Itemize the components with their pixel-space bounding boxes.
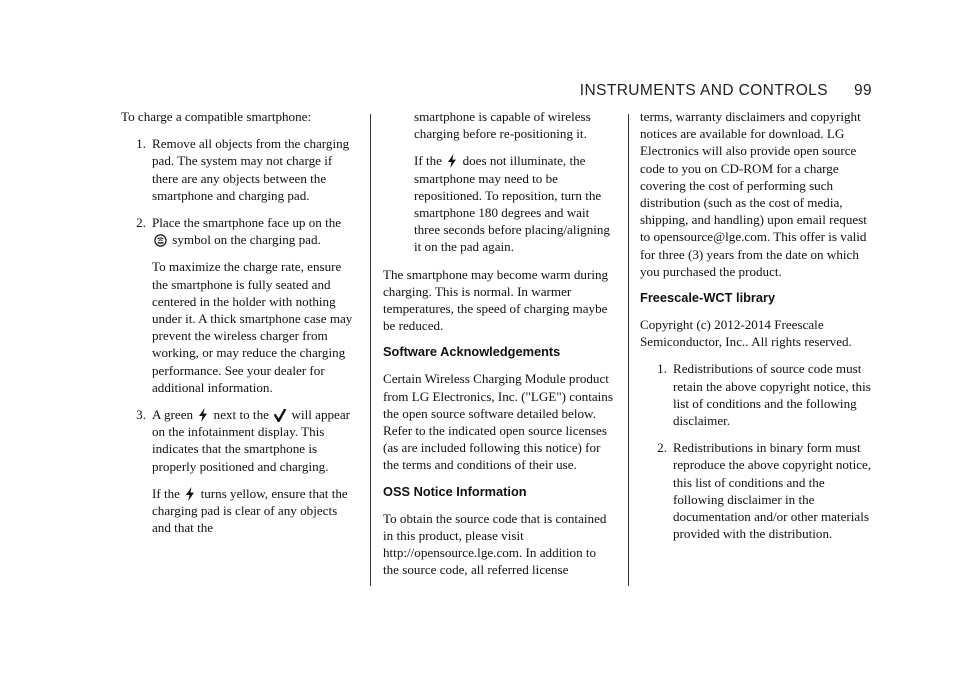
step-text: If the [152, 485, 180, 501]
lightning-bolt-icon [198, 408, 208, 422]
body-text: The smartphone may become warm during charging. This is normal. In warmer temperatures, the speed of charging maybe be reduced. [383, 266, 609, 334]
list-item [640, 360, 872, 429]
step-text: does not illuminate, the smartphone may need to be repositioned. To reposition, turn the smartphone 180 degrees and wait three seconds before placing/aligning it on the pad again. [414, 153, 610, 255]
list-text [152, 406, 359, 475]
note-text [152, 485, 359, 537]
wireless-pad-icon [154, 234, 167, 247]
list-text: Redistributions in binary form must reproduce the above copyright notice, this list of conditions and the following disclaimer in the documentation and/or other materials provided with the distribution. [673, 440, 872, 542]
column-3 [640, 108, 872, 552]
list-text: Redistributions of source code must retain the above copyright notice, this list of conditions and the following disclaimer. [673, 361, 871, 429]
page-number: 99 [853, 82, 872, 99]
body-text [414, 152, 615, 255]
list-item [640, 439, 872, 542]
list-text [152, 214, 359, 248]
list-number: 2. [136, 215, 146, 231]
page-header [580, 82, 872, 100]
column-2 [383, 108, 615, 588]
list-text: Remove all objects from the charging pad. The system may not charge if there are any objects between the smartphone and charging pad. [152, 136, 350, 203]
column-divider [628, 114, 629, 586]
section-heading: Software Acknowledgements [383, 344, 561, 360]
step-text: A green [152, 407, 194, 423]
column-1 [121, 108, 359, 546]
column-divider [370, 114, 371, 586]
list-item [121, 135, 359, 204]
list-number: 1. [657, 361, 667, 377]
list-number: 3. [136, 407, 146, 423]
intro-text: To charge a compatible smartphone: [121, 109, 312, 124]
list-number: 2. [657, 440, 667, 456]
section-heading: Freescale-WCT library [640, 290, 776, 306]
body-text: terms, warranty disclaimers and copyright notices are available for download. LG Electronics will also provide open source code to you on CD-ROM for a charge covering the cost of performing such distribution (such as the cost of media, shipping, and handling) upon email request to opensource@lge.com. This offer is valid for three (3) years from the date on which you purchased the product. [640, 109, 867, 279]
phone-check-icon [274, 409, 286, 422]
step-text: turns yellow, ensure that the charging pad is clear of any objects and that the [152, 485, 348, 536]
body-text: Copyright (c) 2012-2014 Freescale Semiconductor, Inc.. All rights reserved. [640, 317, 852, 350]
body-text: Certain Wireless Charging Module product from LG Electronics, Inc. ("LGE") contains the open source software detailed below. Refer to the indicated open source licenses (as are included following this notice) for the terms and conditions of their use. [383, 371, 613, 473]
step-text: Place the smartphone face up on the [152, 215, 342, 231]
list-item [121, 406, 359, 475]
lightning-bolt-icon [447, 154, 457, 168]
step-text: next to the [213, 407, 269, 423]
section-heading: OSS Notice Information [383, 483, 527, 499]
body-text: To obtain the source code that is contained in this product, please visit http://opensource.lge.com. In addition to the source code, all referred license [383, 510, 607, 578]
body-text: smartphone is capable of wireless charging before re-positioning it. [414, 109, 591, 142]
continued-list-text [414, 108, 615, 256]
step-text: If the [414, 153, 442, 169]
list-item [121, 214, 359, 248]
list-number: 1. [136, 136, 146, 152]
step-text: symbol on the charging pad. [172, 232, 321, 248]
lightning-bolt-icon [185, 487, 195, 501]
step-text: will appear on the infotainment display. This indicates that the smartphone is properly positioned and charging. [152, 407, 351, 474]
section-title: INSTRUMENTS AND CONTROLS [579, 82, 828, 99]
note-text: To maximize the charge rate, ensure the smartphone is fully seated and centered in the holder with nothing under it. A thick smartphone case may prevent the wireless charger from working, or may reduce the charging performance. See your dealer for additional information. [152, 259, 353, 395]
